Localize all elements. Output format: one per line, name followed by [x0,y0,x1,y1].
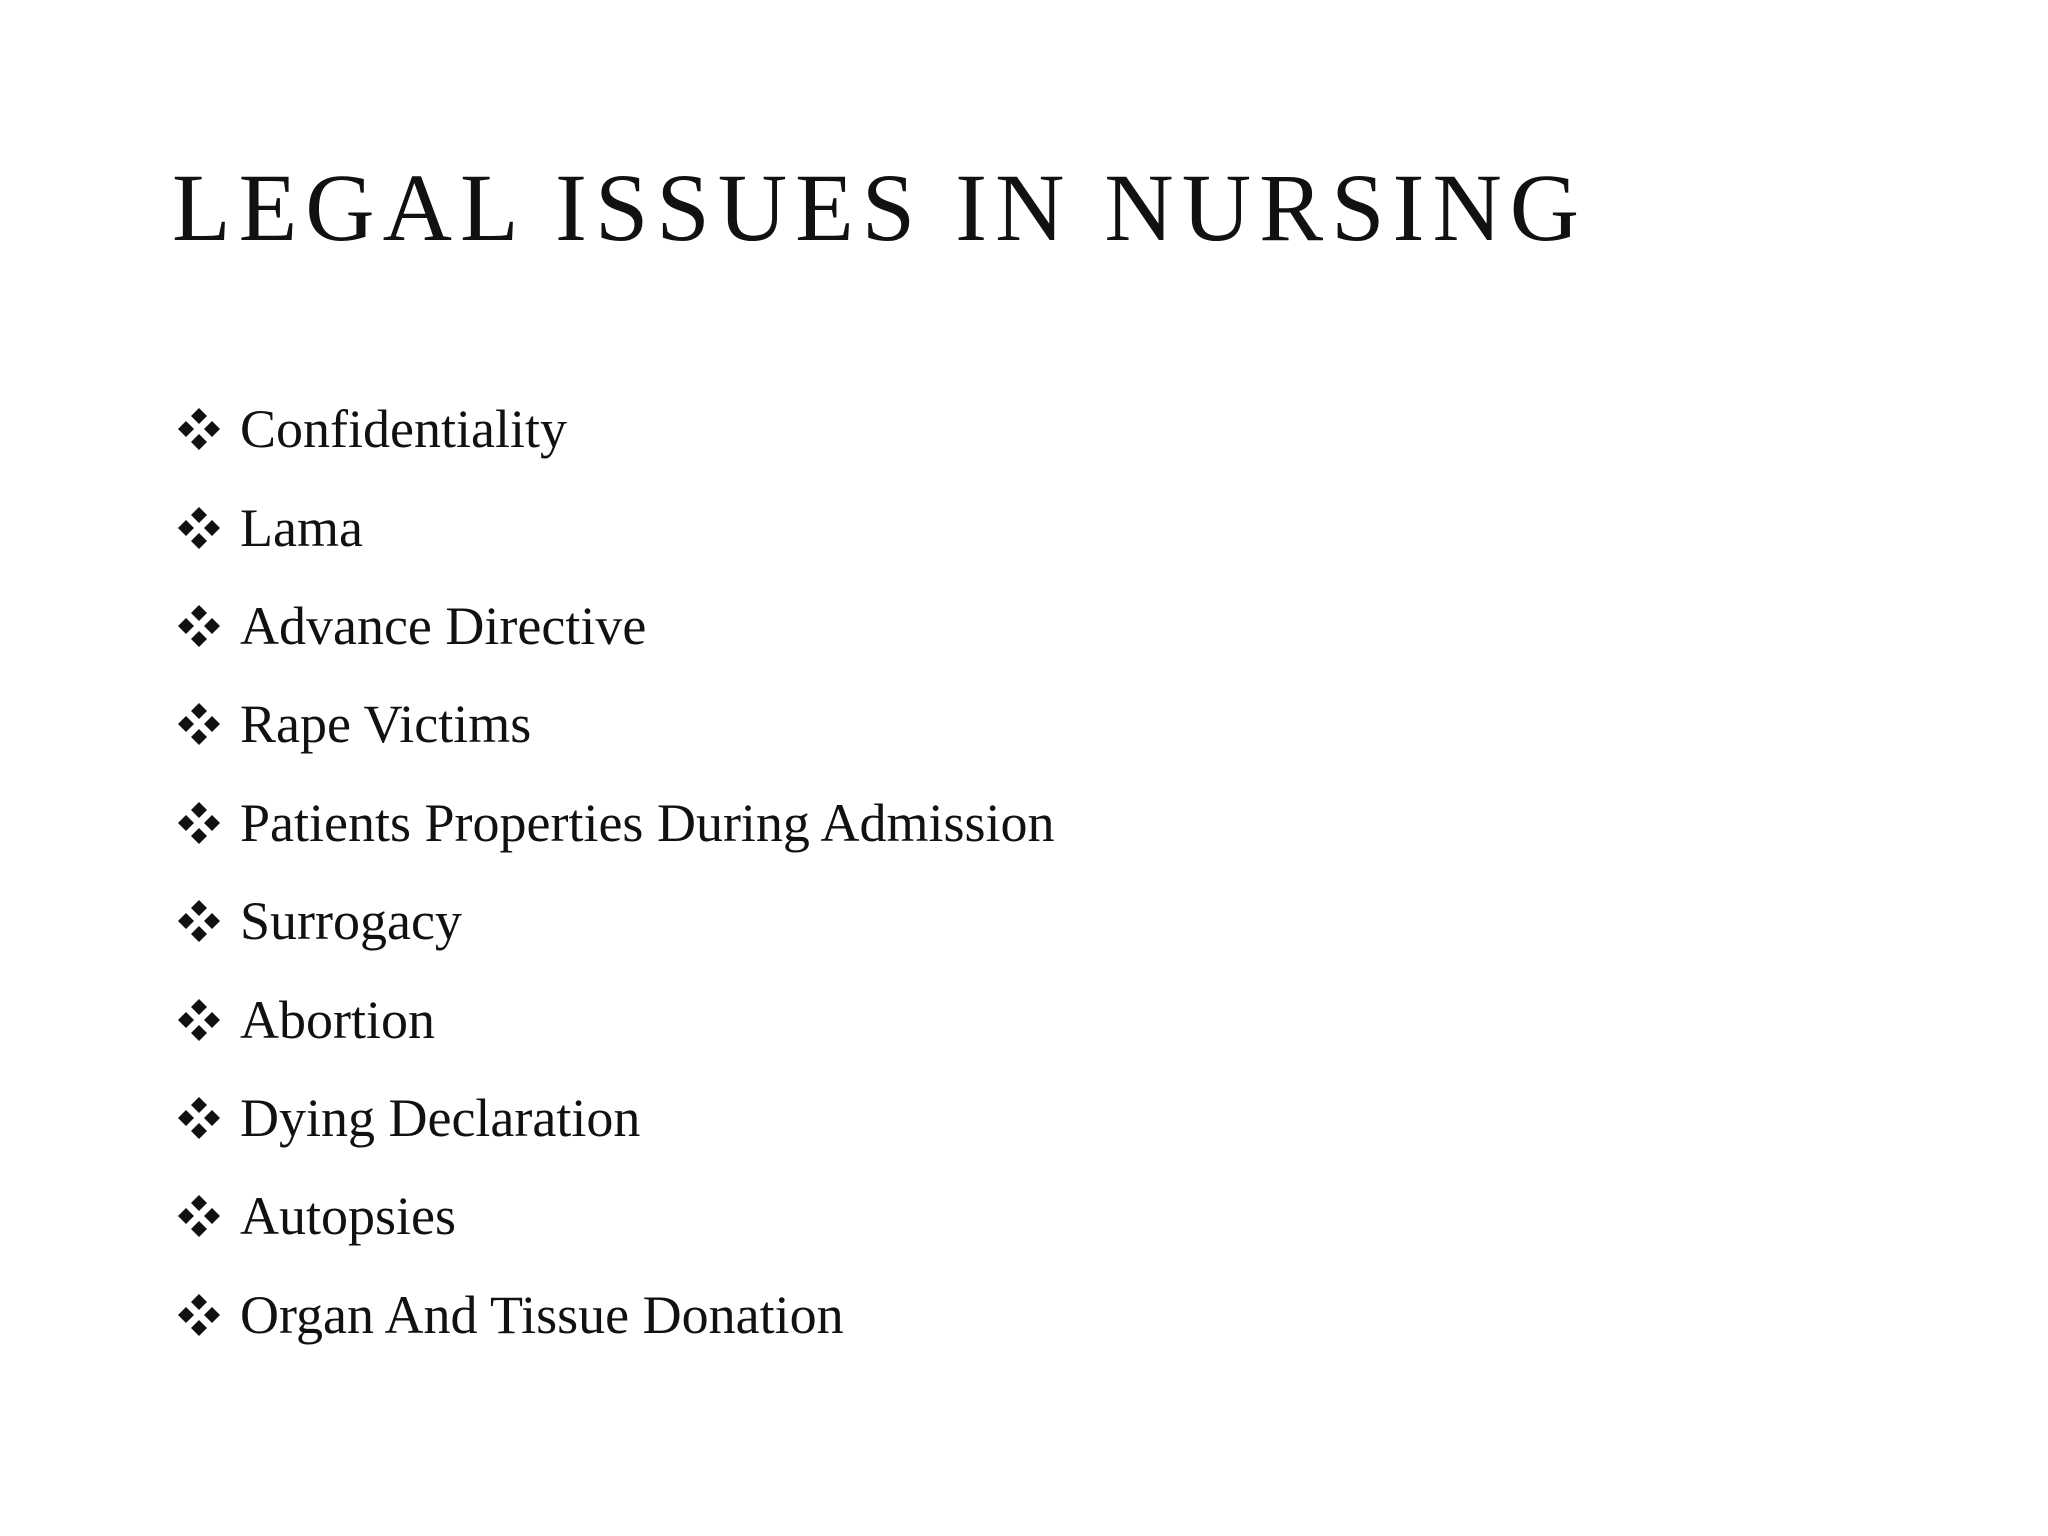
four-diamond-bullet-icon [176,1193,222,1239]
list-item-label: Advance Directive [240,595,647,656]
list-item [176,380,1054,478]
four-diamond-bullet-icon [176,800,222,846]
list-item [176,577,1054,675]
list-item-label: Lama [240,497,363,558]
list-item-label: Patients Properties During Admission [240,792,1055,853]
list-item-label: Abortion [240,989,435,1050]
list-item-label: Rape Victims [240,694,532,755]
list-item [176,970,1054,1068]
list-item [176,675,1054,773]
four-diamond-bullet-icon [176,603,222,649]
list-item [176,1167,1054,1265]
list-item-label: Confidentiality [240,399,567,460]
four-diamond-bullet-icon [176,701,222,747]
list-item-label: Autopsies [240,1186,456,1247]
four-diamond-bullet-icon [176,406,222,452]
four-diamond-bullet-icon [176,898,222,944]
list-item-label: Surrogacy [240,891,462,952]
list-item [176,872,1054,970]
four-diamond-bullet-icon [176,997,222,1043]
list-item [176,478,1054,576]
list-item [176,1069,1054,1167]
slide-title: LEGAL ISSUES IN NURSING [172,154,1588,261]
list-item-label: Organ And Tissue Donation [240,1284,844,1345]
list-item-label: Dying Declaration [240,1087,641,1148]
list-item [176,774,1054,872]
four-diamond-bullet-icon [176,1095,222,1141]
four-diamond-bullet-icon [176,1292,222,1338]
list-item [176,1266,1054,1364]
bullet-list [176,380,1054,1364]
four-diamond-bullet-icon [176,505,222,551]
